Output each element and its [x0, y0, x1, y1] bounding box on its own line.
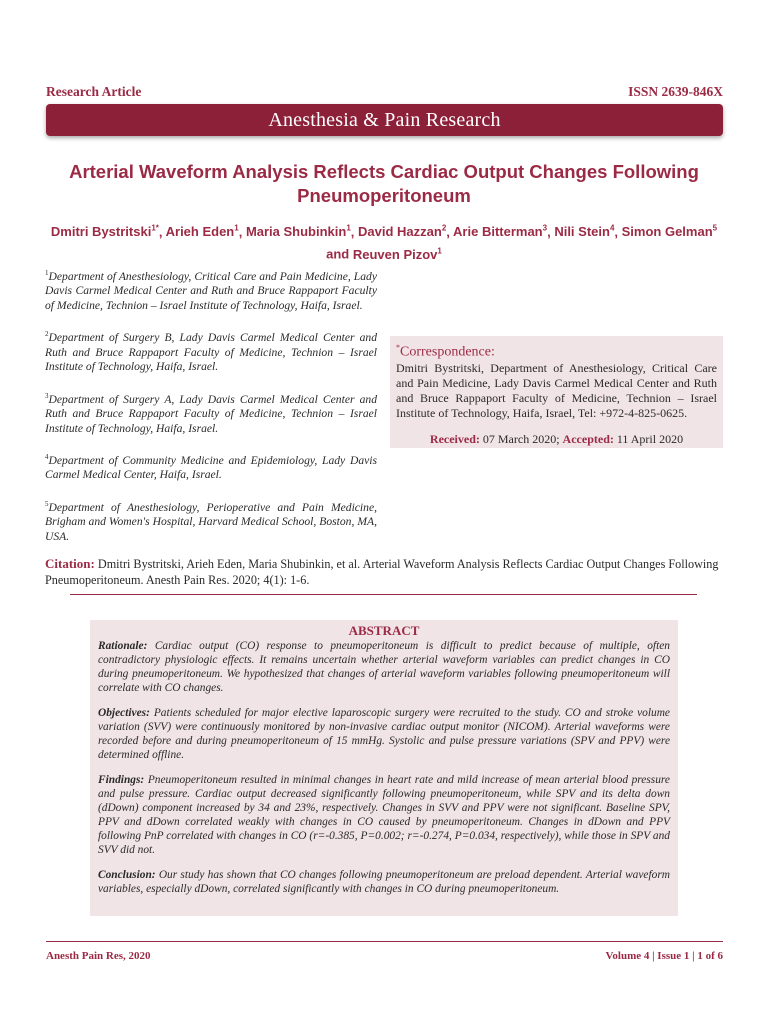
affiliation: $^5$Department of Anesthesiology, Perioperative and Pain Medicine, Brigham and Women's Hospital, Harvard Medical School, Boston, MA, USA. — [45, 499, 377, 543]
abstract-rationale: Rationale: Cardiac output (CO) response to pneumoperitoneum is difficult to predict because of multiple, often contradictory physiologic effects. It remains uncertain whether arterial waveform variables can predict changes in CO during pneumoperitoneum. We hypothesized that changes of arterial waveform variables following pneumoperitoneum will correlate with CO changes. — [98, 640, 670, 694]
correspondence-heading: *Correspondence: — [396, 343, 495, 360]
received-date: 07 March 2020; — [482, 431, 560, 446]
affiliations — [45, 266, 377, 558]
issn: ISSN 2639-846X — [628, 84, 723, 99]
affiliation: $^1$Department of Anesthesiology, Critical Care and Pain Medicine, Lady Davis Carmel Medical Center and Ruth and Bruce Rappaport Faculty of Medicine, Technion – Israel Institute of Technology, Haifa, Israel. — [45, 269, 377, 312]
citation-label: Citation: — [45, 556, 95, 571]
accepted-date: 11 April 2020 — [616, 431, 684, 446]
affiliation: $^4$Department of Community Medicine and Epidemiology, Lady Davis Carmel Medical Center, Haifa, Israel. — [45, 453, 377, 482]
affiliation: $^2$Department of Surgery B, Lady Davis Carmel Medical Center and Ruth and Bruce Rappaport Faculty of Medicine, Technion – Israel Institute of Technology, Haifa, Israel. — [45, 330, 377, 374]
abstract-heading: ABSTRACT — [348, 623, 420, 638]
author: Dmitri Bystritski$^{1*}$ — [50, 224, 159, 240]
title-line-2: Pneumoperitoneum — [297, 185, 471, 206]
title-line-1: Arterial Waveform Analysis Reflects Cardiac Output Changes Following — [69, 161, 699, 182]
divider — [70, 594, 697, 595]
journal-name: Anesthesia & Pain Research — [268, 108, 501, 131]
header-meta — [46, 84, 723, 102]
author: Maria Shubinkin$^1$ — [245, 224, 351, 240]
received-label: Received: — [429, 431, 480, 446]
accepted-label: Accepted: — [562, 431, 614, 446]
author: David Hazzan$^2$ — [358, 224, 447, 240]
journal-banner — [46, 104, 723, 136]
authors-and: and — [326, 246, 350, 262]
citation — [45, 556, 725, 588]
abstract-findings: Findings: Pneumoperitoneum resulted in minimal changes in heart rate and mild increase of mean arterial blood pressure and pulse pressure. Cardiac output decreased significantly following pneumoperitoneum, while SPV and its delta down (dDown) component increased by 34 and 23%, respectively. Changes in SVV and PPV were not significant. Baseline SPV, PPV and dDown correlated weakly with changes in CO caused by pneumoperitoneum. Changes in dDown and PPV following PnP correlated with changes in CO (r=-0.385, P=0.002; r=-0.274, P=0.034, respectively), while those in SPV and SVV did not. — [98, 774, 670, 856]
abstract-box — [90, 620, 678, 916]
author: Reuven Pizov$^1$ — [352, 246, 442, 262]
article-type: Research Article — [46, 84, 142, 99]
correspondence-box — [390, 336, 723, 448]
abstract-objectives: Objectives: Patients scheduled for major elective laparoscopic surgery were recruited to the study. CO and stroke volume variation (SVV) were continuously monitored by non-invasive cardiac output monitor (NICOM). Arterial waveforms were recorded before and during pneumoperitoneum of 15 mmHg. Systolic and pulse pressure variations (SPV and PPV) were determined offline. — [98, 707, 670, 761]
author: Arieh Eden$^1$ — [165, 224, 239, 240]
author: Simon Gelman$^5$ — [621, 224, 718, 240]
footer-page-info: Volume 4 | Issue 1 | 1 of 6 — [605, 950, 723, 962]
page-footer — [46, 950, 723, 966]
author: Nili Stein$^4$ — [554, 224, 615, 240]
correspondence-body: Dmitri Bystritski, Department of Anesthesiology, Critical Care and Pain Medicine, Lady Davis Carmel Medical Center and Ruth and Bruce Rappaport Faculty of Medicine, Technion – Israel Institute of Technology, Haifa, Israel, Tel: +972-4-825-0625. — [396, 360, 717, 420]
article-dates — [396, 432, 717, 447]
footer-divider — [46, 941, 723, 942]
footer-journal: Anesth Pain Res, 2020 — [46, 950, 151, 962]
citation-text: Dmitri Bystritski, Arieh Eden, Maria Shubinkin, et al. Arterial Waveform Analysis Reflects Cardiac Output Changes Following Pneumoperitoneum. Anesth Pain Res. 2020; 4(1): 1-6. — [45, 557, 719, 587]
author: Arie Bitterman$^3$ — [453, 224, 548, 240]
abstract-conclusion: Conclusion: Our study has shown that CO changes following pneumoperitoneum are preload dependent. Arterial waveform variables, especially dDown, correlated significantly with changes in CO during pneumoperitoneum. — [98, 869, 670, 895]
affiliation: $^3$Department of Surgery A, Lady Davis Carmel Medical Center and Ruth and Bruce Rappaport Faculty of Medicine, Technion – Israel Institute of Technology, Haifa, Israel. — [45, 391, 377, 435]
article-title — [40, 160, 728, 208]
author-list: Dmitri Bystritski$^{1*}$, Arieh Eden$^1$, Maria Shubinkin$^1$, David Hazzan$^2$, Arie Bitterman$^3$, Nili Stein$^4$, Simon Gelman$^5$ and Reuven Pizov$^1$ — [50, 224, 718, 262]
